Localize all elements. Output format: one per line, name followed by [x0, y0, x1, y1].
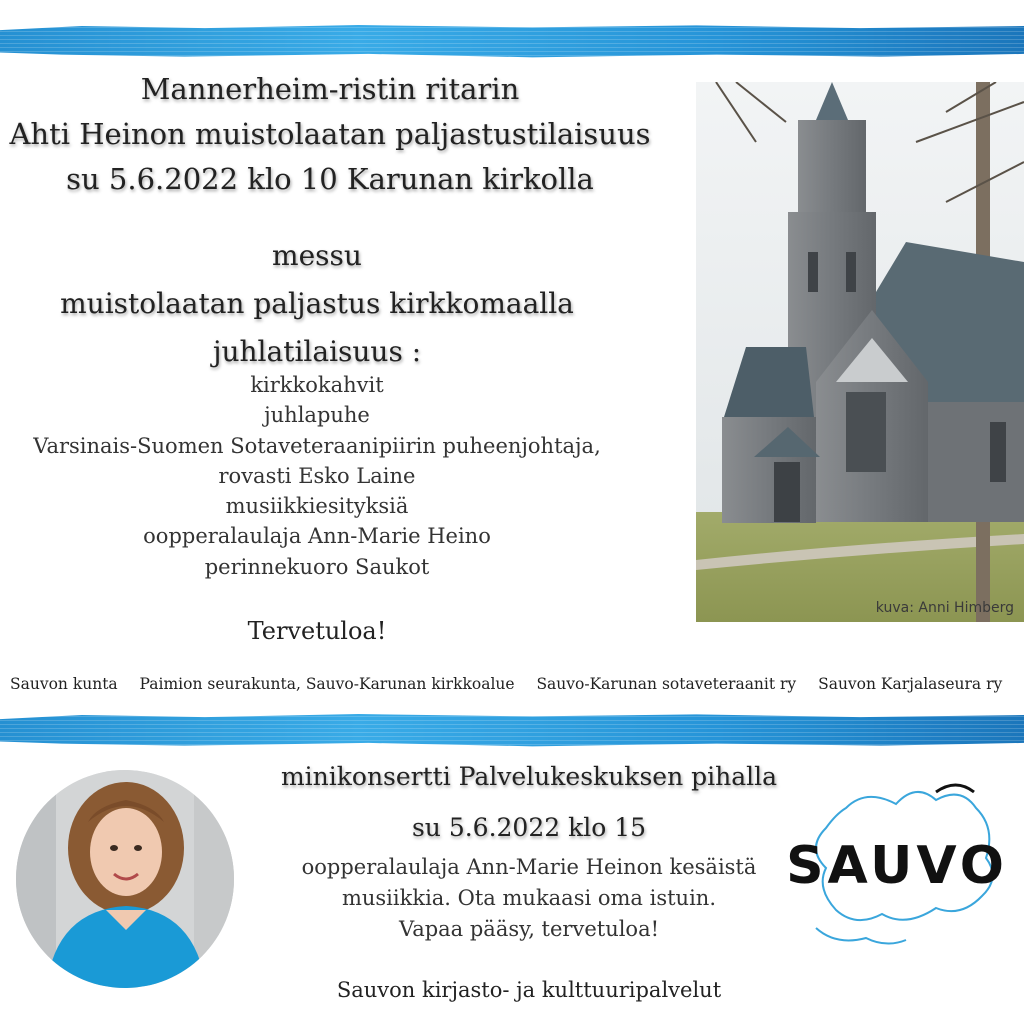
bottom-brush-stroke — [0, 713, 1024, 747]
title-line: su 5.6.2022 klo 10 Karunan kirkolla — [66, 162, 594, 196]
concert-description — [234, 852, 824, 945]
sauvo-logo — [786, 778, 1008, 948]
welcome-text: Tervetuloa! — [247, 617, 387, 645]
title-line: Ahti Heinon muistolaatan paljastustilaisuus — [9, 117, 651, 151]
program-heading: juhlatilaisuus : — [212, 335, 422, 368]
organizer: Sauvo-Karunan sotaveteraanit ry — [536, 675, 797, 693]
program-heading: messu — [272, 239, 362, 272]
program-detail: juhlapuhe — [264, 403, 370, 428]
program-detail: Varsinais-Suomen Sotaveteraanipiirin puheenjohtaja, — [33, 433, 601, 458]
program-detail: musiikkiesityksiä — [225, 494, 409, 519]
program-heading: muistolaatan paljastus kirkkomaalla — [60, 287, 574, 320]
program-detail: oopperalaulaja Ann-Marie Heino — [143, 524, 491, 549]
organizer: Paimion seurakunta, Sauvo-Karunan kirkkoalue — [139, 675, 515, 693]
photo-credit: kuva: Anni Himberg — [875, 600, 1014, 616]
program-headings — [0, 232, 634, 376]
description-line: Vapaa pääsy, tervetuloa! — [398, 917, 660, 941]
program-detail: rovasti Esko Laine — [218, 463, 416, 488]
description-line: oopperalaulaja Ann-Marie Heinon kesäistä — [301, 855, 757, 879]
church-photo-icon — [696, 82, 1024, 622]
singer-portrait-icon — [16, 770, 234, 988]
logo-text: SAUVO — [786, 836, 1008, 896]
organizer: Sauvon Karjalaseura ry — [818, 675, 1003, 693]
organizer: Sauvon kunta — [10, 675, 118, 693]
concert-organizer: Sauvon kirjasto- ja kulttuuripalvelut — [336, 978, 722, 1002]
organizers-row — [10, 675, 1002, 693]
program-detail: kirkkokahvit — [250, 373, 384, 397]
top-brush-stroke — [0, 24, 1024, 58]
program-detail: perinnekuoro Saukot — [204, 554, 430, 579]
concert-title: minikonsertti Palvelukeskuksen pihalla — [280, 762, 778, 791]
event-title — [0, 67, 660, 202]
title-line: Mannerheim-ristin ritarin — [140, 72, 520, 106]
concert-date: su 5.6.2022 klo 15 — [411, 813, 647, 842]
description-line: musiikkia. Ota mukaasi oma istuin. — [341, 886, 717, 910]
program-details — [0, 370, 634, 582]
